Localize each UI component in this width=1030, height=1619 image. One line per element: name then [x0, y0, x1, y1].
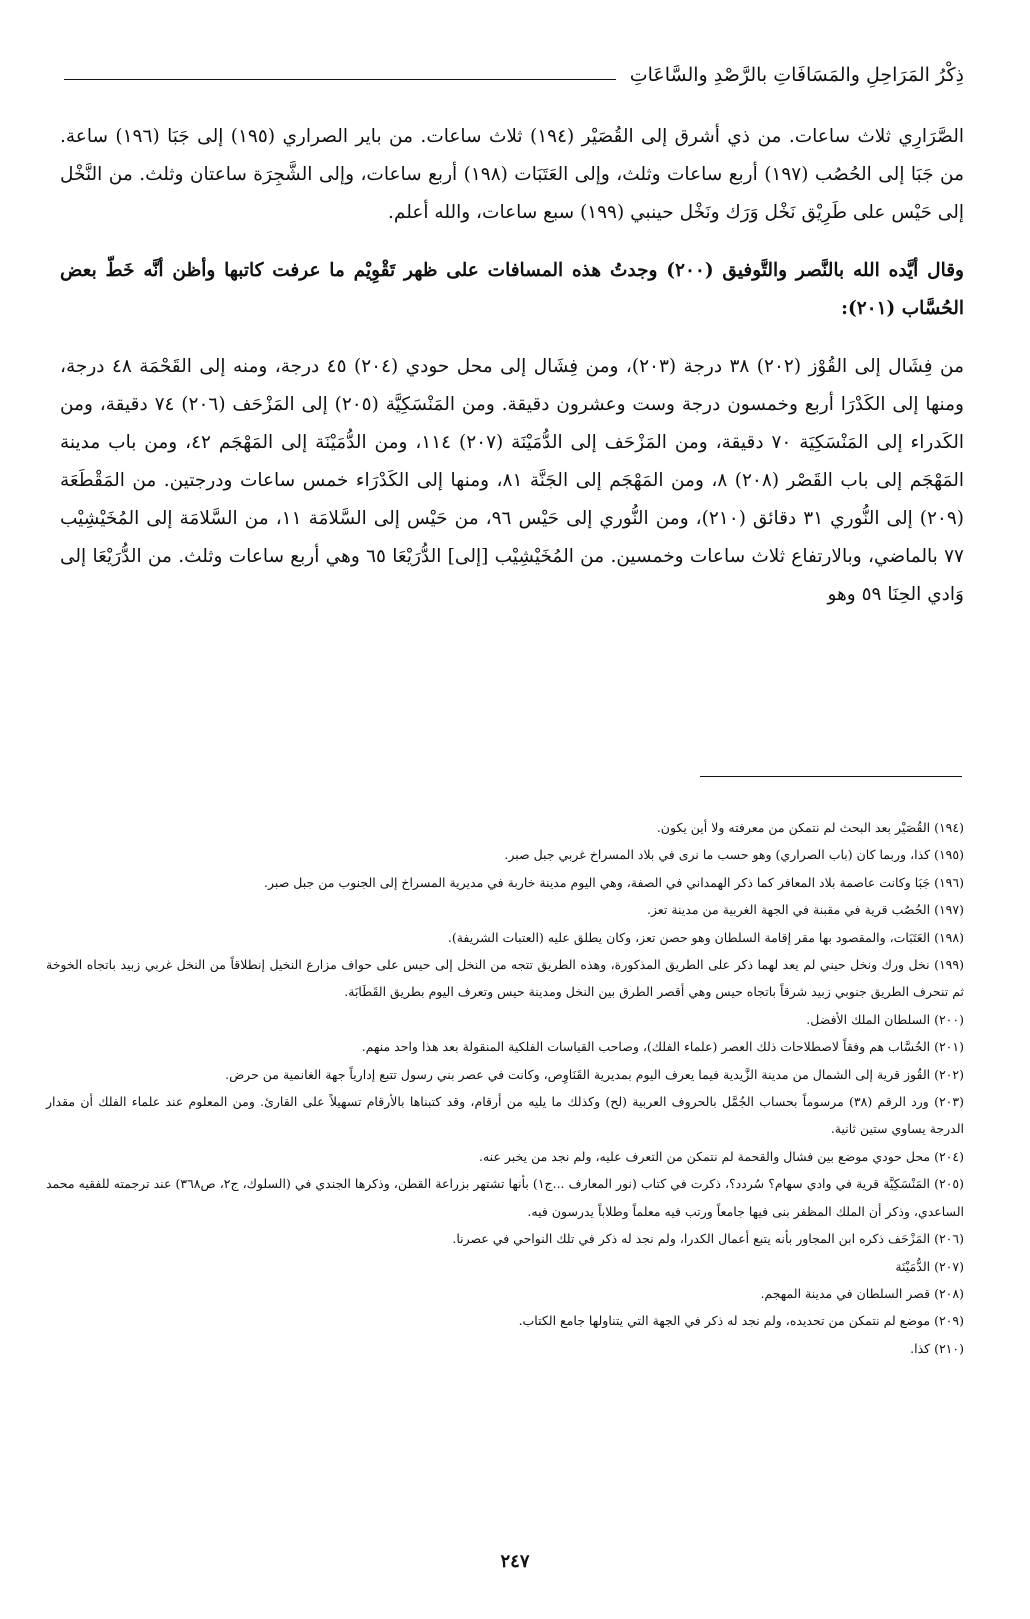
footnote-201: (٢٠١) الحُسَّاب هم وفقاً لاصطلاحات ذلك العصر (علماء الفلك)، وصاحب القياسات الفلكية المنقولة بعد هذا واحد منهم.	[361, 1039, 964, 1055]
footnote-204: (٢٠٤) محل حودي موضع بين فشال والقحمة لم نتمكن من التعرف عليه، ولم نجد من يخبر عنه.	[479, 1148, 964, 1164]
paragraph-3: من فِشَال إلى القُوْز (٢٠٢) ٣٨ درجة (٢٠٣)، ومن فِشَال إلى محل حودي (٢٠٤) ٤٥ درجة، ومنه إلى القَحْمَة ٤٨ درجة، ومنها إلى الكَدْرَا أربع وخمسون درجة وست وعشرون دقيقة. ومن المَنْسَكِيَّة (٢٠٥) إلى المَزْحَف (٢٠٦) ٧٤ دقيقة، ومن الكَدراء إلى المَنْسَكِيَة ٧٠ دقيقة، ومن المَزْحَف إلى الدُّمَيْنَة (٢٠٧) ١١٤، ومن الدُّمَيْنَة إلى المَهْجَم ٤٢، ومن باب مدينة المَهْجَم إلى باب القَصْر (٢٠٨) ٨، ومن المَهْجَم إلى الجَنَّة ٨١، ومنها إلى الكَدْرَاء خمس ساعات ودرجتين. من المَقْطَعَة (٢٠٩) إلى النُّوري ٣١ دقائق (٢١٠)، ومن النُّوري إلى حَيْس ٩٦، من حَيْس إلى السَّلامَة ١١، من السَّلامَة إلى المُخَيْشِيْب ٧٧ بالماضي، وبالارتفاع ثلاث ساعات وخمسين. من المُخَيْشِيْب [إلى] الدُّرَيْعَا ٦٥ وهي أربع ساعات وثلث. من الدُّرَيْعَا إلى وَادي الحِنَا ٥٩ وهو	[60, 356, 964, 605]
footnote-195: (١٩٥) كذا، وربما كان (باب الصراري) وهو حسب ما نرى في بلاد المسراخ غربي جبل صبر.	[504, 847, 964, 863]
footnote-separator	[700, 776, 962, 777]
footnote-194: (١٩٤) القُصَيْر بعد البحث لم نتمكن من معرفته ولا أين يكون.	[656, 820, 964, 835]
footnote-202: (٢٠٢) القُوز قرية إلى الشمال من مدينة الزَّيدية فيما يعرف اليوم بمديرية القَنَاوِص، وكانت في عصر بني رسول تتبع إدارياً جهة الغانمية من حرض.	[225, 1066, 964, 1082]
footnote-196: (١٩٦) جَبَا وكانت عاصمة بلاد المعافر كما ذكر الهمداني في الصفة، وهي اليوم مدينة خاربة في مديرية المسراخ إلى الجنوب من جبل صبر.	[264, 874, 964, 890]
page-number: ٢٤٧	[500, 1551, 530, 1572]
main-text	[60, 118, 964, 614]
chapter-title: ذِكْرُ المَرَاحِلِ والمَسَافَاتِ بالرَّصْدِ والسَّاعَاتِ	[629, 64, 964, 86]
footnote-206: (٢٠٦) المَزْحَف ذكره ابن المجاور بأنه يتبع أعمال الكدرا، ولم نجد له ذكر في تلك النواحي في عصرنا.	[452, 1231, 964, 1247]
paragraph-1: الصَّرَارِي ثلاث ساعات. من ذي أشرق إلى القُصَيْر (١٩٤) ثلاث ساعات. من باير الصراري (١٩٥) إلى جَبَا (١٩٦) ساعة. من جَبَا إلى الحُصُب (١٩٧) أربع ساعات وثلث، وإلى العَتَبَات (١٩٨) أربع ساعات، وإلى الشَّجِرَة ساعتان وثلث. من النَّخْل إلى حَيْس على طَرِيْق نَخْل وَرَك ونَخْل حينبي (١٩٩) سبع ساعات، والله أعلم.	[60, 126, 964, 223]
footnote-200: (٢٠٠) السلطان الملك الأفضل.	[806, 1011, 964, 1027]
footnote-197: (١٩٧) الحُصُب قرية في مقبنة في الجهة الغربية من مدينة تعز.	[646, 902, 964, 918]
footnote-199: (١٩٩) نخل ورك ونخل حيني لم يعد لهما ذكر على الطريق المذكورة، وهذه الطريق تتجه من النخل إلى حيس على حواف مزارع النخيل إنطلاقاً من النخل غربي زبيد باتجاه الخوخة ثم تنحرف الطريق جنوبي زبيد شرقاً باتجاه حيس وهي أقصر الطرق بين النخل ومدينة حيس وتعرف اليوم بطريق القَطَابَة.	[46, 957, 965, 1000]
paragraph-2: وقال أيَّده الله بالنَّصر والتَّوفيق (٢٠٠) وجدتُ هذه المسافات على ظهر تَقْوِيْم ما عرفت كاتبها وأظن أنَّه خَطّ بعض الحُسَّاب (٢٠١):	[60, 260, 964, 319]
footnote-210: (٢١٠) كذا.	[910, 1340, 964, 1356]
footnote-205: (٢٠٥) المَنْسَكِيَّة قرية في وادي سهام؟ سُردد؟، ذكرت في كتاب (نور المعارف ...ج١) بأنها تشتهر بزراعة القطن، وذكرها الجندي في (السلوك، ج٢، ص٣٦٨) عند ترجمته للفقيه محمد الساعدي، وذكر أن الملك المظفر بنى فيها جامعاً ورتب فيه معلماً وطلاباً يدرسون فيه.	[46, 1176, 965, 1219]
footnote-207: (٢٠٧) الدُّمَيْنَة	[895, 1258, 964, 1274]
footnote-203: (٢٠٣) ورد الرقم (٣٨) مرسوماً بحساب الجُمَّل بالحروف العربية (لح) وكذلك ما يليه من أرقام، وقد كتبناها بالأرقام تسهيلاً على القارئ. ومن المعلوم عند علماء الفلك أن مقدار الدرجة يساوي ستين ثانية.	[46, 1094, 964, 1137]
header-rule	[64, 79, 616, 80]
footnote-208: (٢٠٨) قصر السلطان في مدينة المهجم.	[760, 1285, 964, 1301]
footnote-198: (١٩٨) العَتَبَات، والمقصود بها مقر إقامة السلطان وهو حصن تعز، وكان يطلق عليه (العتبات الشريفة).	[447, 929, 964, 945]
footnotes	[46, 814, 964, 1362]
footnote-209: (٢٠٩) موضع لم نتمكن من تحديده، ولم نجد له ذكر في الجهة التي يتناولها جامع الكتاب.	[518, 1313, 964, 1329]
running-header	[64, 52, 964, 86]
